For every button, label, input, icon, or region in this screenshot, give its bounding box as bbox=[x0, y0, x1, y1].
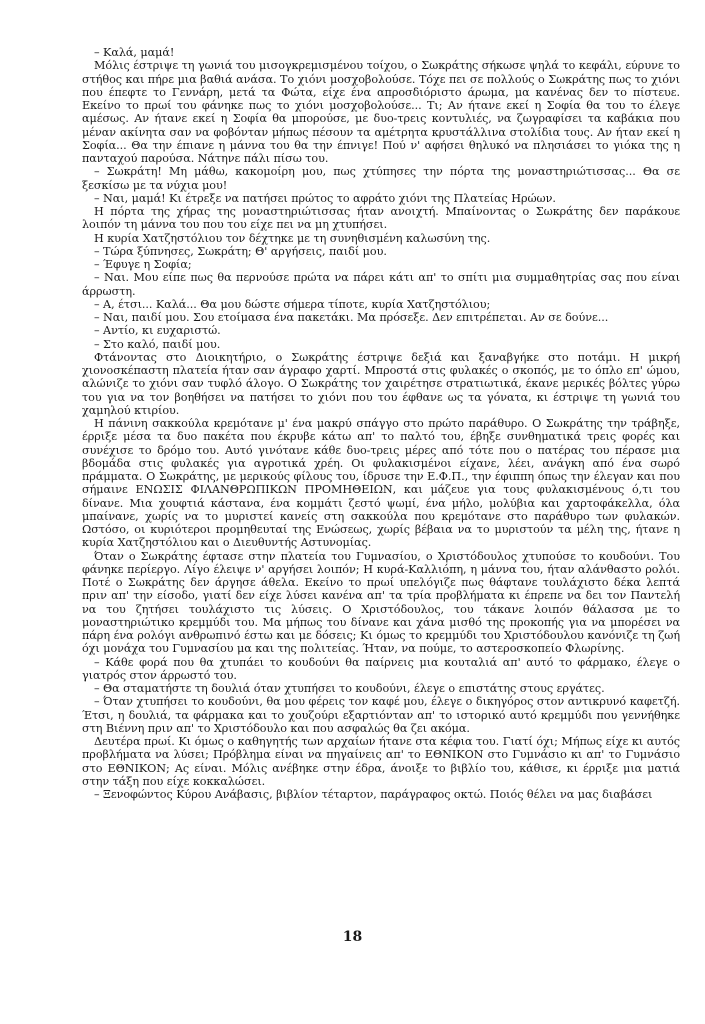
paragraph: Η πάνινη σακκούλα κρεμότανε μ' ένα μακρύ σπάγγο στο πρώτο παράθυρο. Ο Σωκράτης την τράβηξε, έρριξε μέσα τα δυο πακέτα που έκρυβε κάτω απ' το παλτό του, έβηξε συνθηματικά τρεις φορές και συνέχισε το δρόμο του. Αυτό γινότανε κάθε δυο-τρεις μέρες από τότε που ο πατέρας του πέρασε μια βδομάδα στις φυλακές για αγροτικά χρέη. Οι φυλακισμένοι είχανε, λέει, ανάγκη από ένα σωρό πράμματα. Ο Σωκράτης, με μερικούς φίλους του, ίδρυσε την Ε.Φ.Π., την έφιππη όπως την έλεγαν και που σήμαινε ΕΝΩΣΙΣ ΦΙΛΑΝΘΡΩΠΙΚΩΝ ΠΡΟΜΗΘΕΙΩΝ, και μάζευε για τους φυλακισμένους ό,τι του δίνανε. Μια χουφτιά κάστανα, ένα κομμάτι ζεστό ψωμί, ένα μήλο, μολύβια και χαρτοφάκελλα, όλα μπαίνανε, χωρίς να το μυριστεί κανείς στη σακκούλα που κρεμότανε στο παράθυρο των φυλακών. Ωστόσο, οι κυριότεροι προμηθευταί της Ενώσεως, χωρίς βέβαια να το μυριστούν τα μέλη της, ήτανε η κυρία Χατζηστόλιου και ο Διευθυντής Αστυνομίας. bbox=[82, 417, 680, 550]
paragraph: – Κάθε φορά που θα χτυπάει το κουδούνι θα παίρνεις μια κουταλιά απ' αυτό το φάρμακο, έλεγε ο γιατρός στον άρρωστό του. bbox=[82, 655, 680, 682]
paragraph: – Αντίο, κι ευχαριστώ. bbox=[94, 324, 221, 338]
paragraph: – Έφυγε η Σοφία; bbox=[94, 258, 192, 271]
paragraph: – Α, έτσι... Καλά... Θα μου δώστε σήμερα τίποτε, κυρία Χατζηστόλιου; bbox=[94, 297, 491, 311]
paragraph: Η κυρία Χατζηστόλιου τον δέχτηκε με τη συνηθισμένη καλωσύνη της. bbox=[94, 231, 491, 245]
paragraph: – Ναι. Μου είπε πως θα περνούσε πρώτα να πάρει κάτι απ' το σπίτι μια συμμαθητρίας σας που είναι άρρωστη. bbox=[82, 271, 680, 298]
paragraph: – Στο καλό, παιδί μου. bbox=[94, 337, 221, 351]
paragraph: Μόλις έστριψε τη γωνιά του μισογκρεμισμένου τοίχου, ο Σωκράτης σήκωσε ψηλά το κεφάλι, εύρυνε το στήθος και πήρε μια βαθιά ανάσα. Το χιόνι μοσχοβολούσε. Τόχε πει σε πολλούς ο Σωκράτης πως το χιόνι που έπεφτε το Γεννάρη, μετά τα Φώτα, είχε ένα απροσδιόριστο άρωμα, μα κανένας δεν το πίστευε. Εκείνο το πρωί του φάνηκε πως το χιόνι μοσχοβολούσε... Τι; Αν ήτανε εκεί η Σοφία θα του το έλεγε αμέσως. Αν ήτανε εκεί η Σοφία θα μπορούσε, με δυο-τρεις κοντυλιές, να ζωγραφίσει τα καβάκια που μέναν ακίνητα σαν να φοβόνταν μήπως πέσουν τα αμέτρητα κρυστάλλινα στολίδια τους. Αν ήταν εκεί η Σοφία... Θα την έπιανε η μάννα του θα την έπνιγε! Πού ν' αφήσει θηλυκό να πλησιάσει το γιόκα της η πανταχού παρούσα. Νάτηνε πάλι πίσω του. bbox=[82, 59, 680, 165]
paragraph: – Θα σταματήστε τη δουλιά όταν χτυπήσει το κουδούνι, έλεγε ο επιστάτης στους εργάτες. bbox=[94, 682, 605, 695]
paragraph: Όταν ο Σωκράτης έφτασε στην πλατεία του Γυμνασίου, ο Χριστόδουλος χτυπούσε το κουδούνι. Του φάνηκε περίεργο. Λίγο έλειψε ν' αργήσει λοιπόν; Η κυρά-Καλλιόπη, η μάννα του, ήταν αλάνθαστο ρολόι. Ποτέ ο Σωκράτης δεν άργησε άθελα. Εκείνο το πρωί υπελόγιζε πως θάφτανε τουλάχιστο δέκα λεπτά πριν απ' την είσοδο, γιατί δεν είχε λύσει κανένα απ' τα τρία προβλήματα κι έπρεπε να δει τον Παντελή να του ζητήσει τουλάχιστο τις λύσεις. Ο Χριστόδουλος, του τάκανε λοιπόν θάλασσα με το μοναστηριώτικο κρεμμύδι του. Μα μήπως του δίνανε και χάνα μισθό της προκοπής για να μπορέσει να πάρη ένα ρολόγι ανθρωπινό έστω και με δόσεις; Κι όμως το κρεμμύδι του Χριστόδουλου κανόνιζε τη ζωή όχι μονάχα του Γυμνασίου μα και της πολιτείας. Ήταν, να πούμε, το αστεροσκοπείο Φλωρίνης. bbox=[82, 549, 680, 656]
paragraph: Φτάνοντας στο Διοικητήριο, ο Σωκράτης έστριψε δεξιά και ξαναβγήκε στο ποτάμι. Η μικρή χιονοσκέπαστη πλατεία ήταν σαν άγραφο χαρτί. Μπροστά στις φυλακές ο σκοπός, με το όπλο επ' ώμου, αλώνιζε το χιόνι σαν τυφλό άλογο. Ο Σωκράτης τον χαιρέτησε στρατιωτικά, έκανε μερικές βόλτες γύρω του για να τον βοηθήσει να πατήσει το χιόνι που του έφθανε ως τα γόνατα, κι έστριψε τη γωνιά του χαμηλού κτιρίου. bbox=[82, 350, 680, 417]
page-number: 18 bbox=[342, 929, 363, 945]
paragraph: Η πόρτα της χήρας της μοναστηριώτισσας ήταν ανοιχτή. Μπαίνοντας ο Σωκράτης δεν παράκουε λοιπόν τη μάννα του που του είχε πει να μη χτυπήσει. bbox=[82, 205, 680, 232]
paragraph: – Τώρα ξύπνησες, Σωκράτη; Θ' αργήσεις, παιδί μου. bbox=[94, 244, 387, 258]
paragraph: – Ναι, μαμά! Κι έτρεξε να πατήσει πρώτος το αφράτο χιόνι της Πλατείας Ηρώων. bbox=[94, 191, 556, 205]
body-text bbox=[82, 46, 680, 801]
paragraph: – Ξενοφώντος Κύρου Ανάβασις, βιβλίον τέταρτον, παράγραφος οκτώ. Ποιός θέλει να μας διαβάσει bbox=[94, 788, 653, 801]
paragraph: – Καλά, μαμά! bbox=[94, 46, 175, 59]
paragraph: – Ναι, παιδί μου. Σου ετοίμασα ένα πακετάκι. Μα πρόσεξε. Δεν επιτρέπεται. Αν σε δούνε... bbox=[94, 311, 609, 324]
paragraph: – Σωκράτη! Μη μάθω, κακομοίρη μου, πως χτύπησες την πόρτα της μοναστηριώτισσας... Θα σε ξεσκίσω με τα νύχια μου! bbox=[82, 165, 680, 192]
paragraph: – Όταν χτυπήσει το κουδούνι, θα μου φέρεις τον καφέ μου, έλεγε ο δικηγόρος στον αντικρυνό καφετζή. Έτσι, η δουλιά, τα φάρμακα και το χουζούρι εξαρτιόνταν απ' το ιστορικό αυτό κρεμμύδι που γεννήθηκε στη Βιέννη πριν απ' το Χριστόδουλο και που ασφαλώς θα ζει ακόμα. bbox=[82, 695, 680, 735]
paragraph: Δευτέρα πρωί. Κι όμως ο καθηγητής των αρχαίων ήτανε στα κέφια του. Γιατί όχι; Μήπως είχε κι αυτός προβλήματα να λύσει; Πρόβλημα είναι να πηγαίνεις απ' το ΕΘΝΙΚΟΝ στο Γυμνάσιο κι απ' το Γυμνάσιο στο ΕΘΝΙΚΟΝ; Ας είναι. Μόλις ανέβηκε στην έδρα, άνοιξε το βιβλίο του, κάθισε, κι έρριξε μια ματιά στην τάξη που είχε κοκκαλώσει. bbox=[82, 735, 680, 788]
